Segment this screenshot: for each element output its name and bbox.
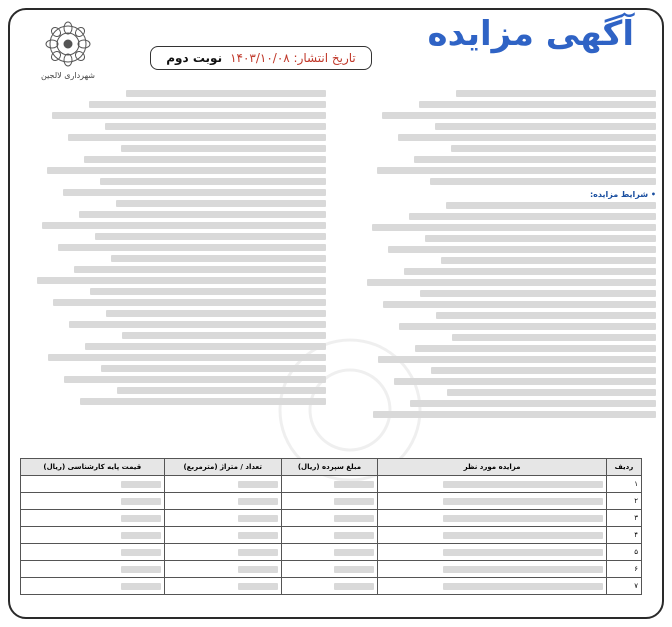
- text-placeholder: [383, 301, 656, 308]
- text-placeholder: [415, 345, 656, 352]
- text-line: [350, 266, 656, 277]
- text-line: [350, 310, 656, 321]
- text-placeholder: [372, 224, 656, 231]
- text-placeholder: [238, 583, 278, 590]
- table-cell: [21, 544, 165, 561]
- text-placeholder: [85, 343, 326, 350]
- table-row: [21, 561, 642, 578]
- publish-date: تاریخ انتشار: ۱۴۰۳/۱۰/۰۸: [230, 51, 356, 65]
- text-line: [20, 385, 326, 396]
- text-line: [350, 398, 656, 409]
- text-placeholder: [443, 549, 603, 556]
- text-line: [350, 255, 656, 266]
- text-line: [20, 143, 326, 154]
- text-line: [350, 233, 656, 244]
- text-line: • شرایط مزایده:: [589, 190, 656, 199]
- text-line: [20, 396, 326, 407]
- text-placeholder: [84, 156, 326, 163]
- text-placeholder: [121, 498, 161, 505]
- text-placeholder: [121, 145, 326, 152]
- table-cell: [281, 527, 377, 544]
- text-placeholder: [79, 211, 326, 218]
- text-placeholder: [90, 288, 326, 295]
- text-line: [350, 222, 656, 233]
- text-line: [20, 88, 326, 99]
- text-line: [350, 409, 656, 420]
- text-line: [350, 132, 656, 143]
- text-line: [20, 187, 326, 198]
- text-placeholder: [451, 145, 656, 152]
- text-placeholder: [452, 334, 656, 341]
- text-line: [350, 244, 656, 255]
- table-cell: [164, 493, 281, 510]
- table-cell: ۶: [606, 561, 641, 578]
- text-placeholder: [121, 532, 161, 539]
- text-placeholder: [121, 481, 161, 488]
- text-placeholder: [117, 387, 326, 394]
- table-row: [21, 510, 642, 527]
- text-placeholder: [121, 566, 161, 573]
- text-placeholder: [443, 566, 603, 573]
- right-column: [350, 88, 656, 450]
- text-line: [350, 88, 656, 99]
- text-placeholder: [238, 481, 278, 488]
- table-cell: [164, 476, 281, 493]
- text-line: [20, 341, 326, 352]
- left-column: [20, 88, 326, 450]
- table-cell: [164, 544, 281, 561]
- table-cell: [378, 578, 607, 595]
- text-line: [350, 200, 656, 211]
- text-placeholder: [238, 515, 278, 522]
- text-line: [20, 132, 326, 143]
- text-placeholder: [37, 277, 326, 284]
- table-cell: [378, 476, 607, 493]
- text-line: [20, 308, 326, 319]
- table-cell: ۲: [606, 493, 641, 510]
- table-header-cell: مبلغ سپرده (ریال): [281, 459, 377, 476]
- text-placeholder: [126, 90, 326, 97]
- table-cell: [378, 544, 607, 561]
- text-placeholder: [431, 367, 656, 374]
- text-placeholder: [443, 481, 603, 488]
- text-placeholder: [425, 235, 656, 242]
- text-line: [20, 363, 326, 374]
- text-placeholder: [101, 365, 326, 372]
- text-placeholder: [121, 515, 161, 522]
- text-line: [20, 242, 326, 253]
- text-placeholder: [394, 378, 656, 385]
- text-line: [350, 99, 656, 110]
- auction-table: [20, 458, 642, 595]
- table-cell: [281, 493, 377, 510]
- table-cell: ۳: [606, 510, 641, 527]
- table-cell: [164, 527, 281, 544]
- text-line: [350, 211, 656, 222]
- text-line: [20, 231, 326, 242]
- text-line: [350, 387, 656, 398]
- text-placeholder: [443, 515, 603, 522]
- table-cell: ۷: [606, 578, 641, 595]
- text-placeholder: [334, 549, 374, 556]
- text-placeholder: [69, 321, 326, 328]
- text-line: [20, 330, 326, 341]
- text-line: [350, 376, 656, 387]
- text-line: [20, 253, 326, 264]
- text-placeholder: [404, 268, 656, 275]
- table-row: [21, 476, 642, 493]
- text-line: [20, 176, 326, 187]
- text-placeholder: [238, 532, 278, 539]
- text-placeholder: [64, 376, 326, 383]
- text-placeholder: [430, 178, 656, 185]
- table-body: [21, 476, 642, 595]
- text-placeholder: [238, 549, 278, 556]
- text-placeholder: [446, 202, 656, 209]
- text-line: [20, 121, 326, 132]
- text-line: [350, 299, 656, 310]
- table-cell: [378, 493, 607, 510]
- logo-caption: شهرداری لالجین: [41, 71, 95, 80]
- text-line: [20, 275, 326, 286]
- text-placeholder: [447, 389, 656, 396]
- text-placeholder: [373, 411, 656, 418]
- text-placeholder: [409, 213, 656, 220]
- table-cell: [21, 561, 165, 578]
- text-line: [20, 374, 326, 385]
- text-line: [350, 354, 656, 365]
- text-line: [20, 297, 326, 308]
- side-note: [652, 530, 664, 610]
- table-cell: [21, 493, 165, 510]
- text-line: [350, 176, 656, 187]
- text-placeholder: [443, 583, 603, 590]
- text-placeholder: [121, 549, 161, 556]
- text-line: [20, 264, 326, 275]
- text-placeholder: [334, 481, 374, 488]
- text-placeholder: [111, 255, 326, 262]
- text-placeholder: [100, 178, 326, 185]
- text-line: [350, 332, 656, 343]
- text-line: [350, 165, 656, 176]
- text-placeholder: [382, 112, 656, 119]
- text-placeholder: [116, 200, 326, 207]
- text-placeholder: [456, 90, 656, 97]
- text-line: [20, 286, 326, 297]
- text-line: [20, 154, 326, 165]
- page-title: آگهی مزایده: [427, 14, 634, 54]
- table-cell: [378, 561, 607, 578]
- table-row: [21, 578, 642, 595]
- text-placeholder: [52, 112, 326, 119]
- text-placeholder: [106, 310, 326, 317]
- table-cell: [281, 476, 377, 493]
- table-header-cell: ردیف: [606, 459, 641, 476]
- text-placeholder: [441, 257, 656, 264]
- text-placeholder: [334, 532, 374, 539]
- text-placeholder: [80, 398, 326, 405]
- text-placeholder: [53, 299, 326, 306]
- table-row: [21, 544, 642, 561]
- text-line: [20, 198, 326, 209]
- table-header-cell: مزایده مورد نظر: [378, 459, 607, 476]
- table-cell: [21, 578, 165, 595]
- text-placeholder: [410, 400, 656, 407]
- text-line: [20, 209, 326, 220]
- text-line: [20, 110, 326, 121]
- text-line: [20, 220, 326, 231]
- table-header-cell: تعداد / متراژ (مترمربع): [164, 459, 281, 476]
- advert-frame: [8, 8, 664, 619]
- header: [10, 10, 662, 80]
- text-placeholder: [238, 566, 278, 573]
- text-placeholder: [121, 583, 161, 590]
- text-placeholder: [47, 167, 326, 174]
- table-row: [21, 527, 642, 544]
- text-line: [350, 321, 656, 332]
- date-box: [150, 46, 372, 70]
- table-cell: [21, 476, 165, 493]
- table-cell: ۱: [606, 476, 641, 493]
- text-placeholder: [443, 532, 603, 539]
- table-header-cell: قیمت پایه کارشناسی (ریال): [21, 459, 165, 476]
- table-cell: [164, 578, 281, 595]
- table-cell: [378, 510, 607, 527]
- text-placeholder: [419, 101, 656, 108]
- table-cell: [21, 510, 165, 527]
- text-line: [350, 121, 656, 132]
- text-placeholder: [74, 266, 326, 273]
- text-placeholder: [399, 323, 656, 330]
- table-cell: [281, 510, 377, 527]
- text-placeholder: [334, 515, 374, 522]
- text-line: [350, 288, 656, 299]
- text-placeholder: [89, 101, 326, 108]
- table-cell: [281, 544, 377, 561]
- text-placeholder: [95, 233, 326, 240]
- text-placeholder: [334, 583, 374, 590]
- text-placeholder: [334, 498, 374, 505]
- table-cell: [281, 561, 377, 578]
- auction-table-container: [20, 458, 642, 618]
- table-cell: [378, 527, 607, 544]
- table-cell: ۵: [606, 544, 641, 561]
- text-line: [350, 365, 656, 376]
- municipality-logo-icon: [22, 16, 114, 86]
- text-placeholder: [42, 222, 326, 229]
- text-line: [350, 277, 656, 288]
- text-line: [20, 352, 326, 363]
- table-cell: [21, 527, 165, 544]
- text-placeholder: [105, 123, 326, 130]
- body-columns: [20, 88, 656, 450]
- text-placeholder: [398, 134, 656, 141]
- table-cell: ۴: [606, 527, 641, 544]
- text-line: [20, 99, 326, 110]
- table-row: [21, 493, 642, 510]
- text-placeholder: [436, 312, 656, 319]
- text-placeholder: [443, 498, 603, 505]
- text-placeholder: [435, 123, 656, 130]
- text-placeholder: [388, 246, 656, 253]
- text-line: [350, 343, 656, 354]
- table-header-row: [21, 459, 642, 476]
- text-placeholder: [377, 167, 656, 174]
- text-placeholder: [68, 134, 326, 141]
- text-line: [350, 143, 656, 154]
- text-placeholder: [414, 156, 656, 163]
- text-line: [350, 110, 656, 121]
- table-cell: [164, 510, 281, 527]
- text-placeholder: [334, 566, 374, 573]
- text-placeholder: [58, 244, 326, 251]
- table-cell: [164, 561, 281, 578]
- text-line: [350, 154, 656, 165]
- edition-label: نوبت دوم: [166, 51, 223, 65]
- text-placeholder: [420, 290, 656, 297]
- text-line: [20, 165, 326, 176]
- text-placeholder: [122, 332, 326, 339]
- text-placeholder: [238, 498, 278, 505]
- text-placeholder: [378, 356, 656, 363]
- table-cell: [281, 578, 377, 595]
- text-line: [20, 319, 326, 330]
- text-placeholder: [63, 189, 326, 196]
- text-placeholder: [367, 279, 656, 286]
- text-placeholder: [48, 354, 326, 361]
